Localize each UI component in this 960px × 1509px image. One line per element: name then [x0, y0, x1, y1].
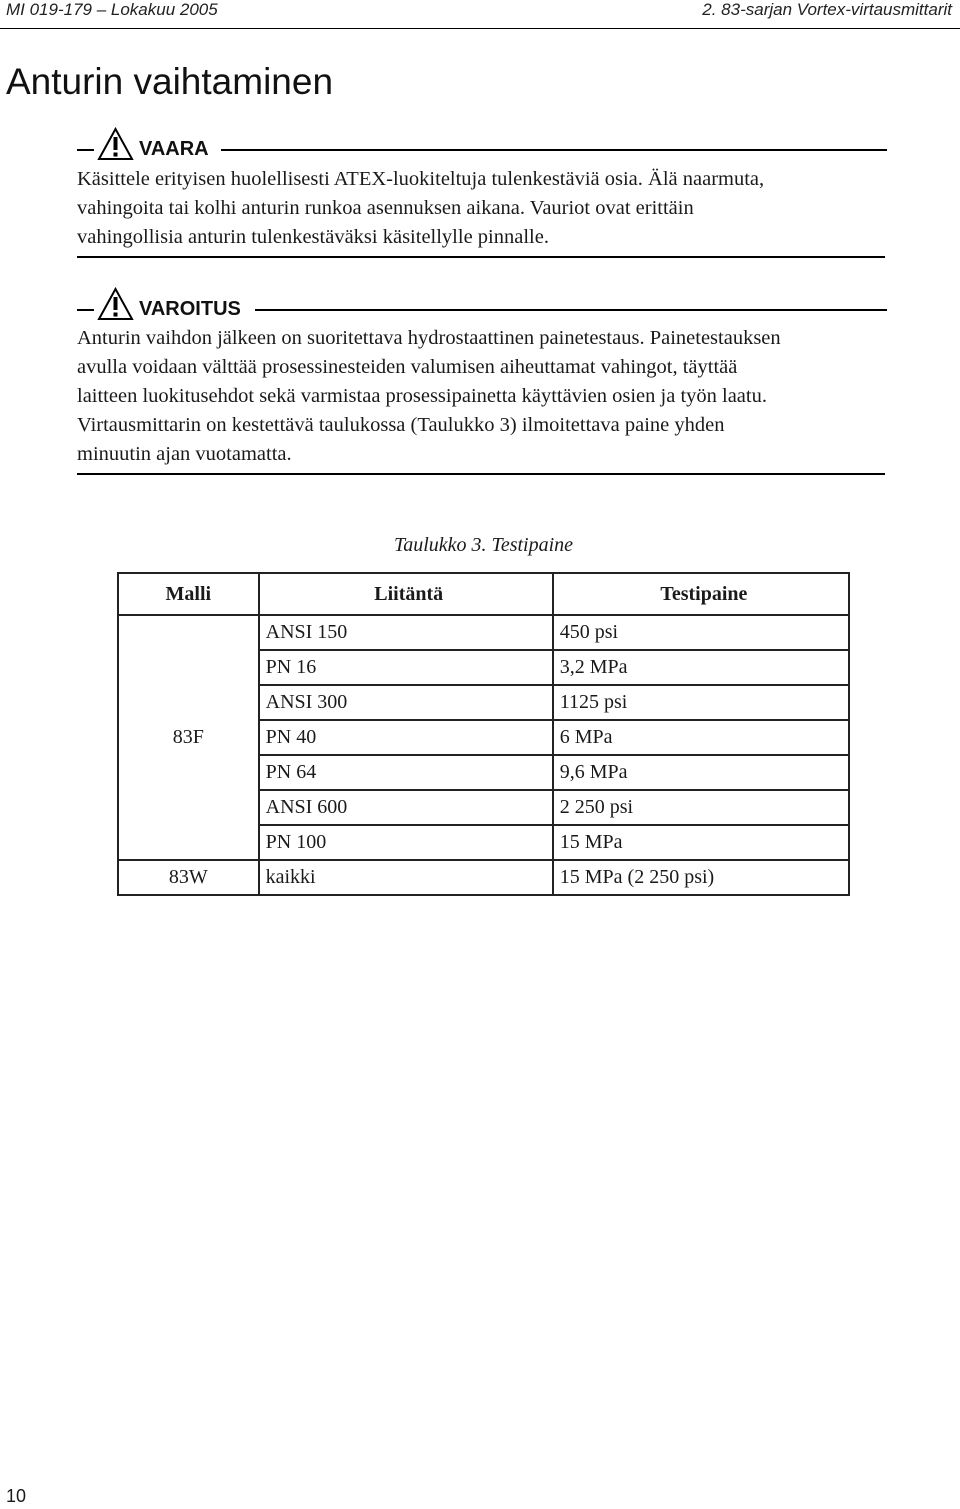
- model-cell: 83W: [118, 860, 259, 895]
- header-rule: [0, 28, 960, 29]
- text-line: vahingoita tai kolhi anturin runkoa asennuksen aikana. Vauriot ovat erittäin: [77, 197, 694, 219]
- connection-cell: ANSI 600: [259, 790, 553, 825]
- text-line: avulla voidaan välttää prosessinesteiden valumisen aiheuttamat vahingot, täyttää: [77, 356, 738, 378]
- connection-cell: PN 16: [259, 650, 553, 685]
- model-cell: 83F: [118, 615, 259, 860]
- pressure-cell: 1125 psi: [553, 685, 849, 720]
- text-line: vahingollisia anturin tulenkestäväksi käsitellylle pinnalle.: [77, 226, 549, 248]
- pressure-cell: 450 psi: [553, 615, 849, 650]
- danger-label: VAARA: [139, 138, 209, 160]
- warning-text: [77, 324, 885, 469]
- pressure-cell: 3,2 MPa: [553, 650, 849, 685]
- page-title: Anturin vaihtaminen: [6, 61, 334, 102]
- column-header-connection: Liitäntä: [259, 573, 553, 615]
- table-row: [118, 615, 849, 650]
- table-header-row: [118, 573, 849, 615]
- pressure-cell: 15 MPa: [553, 825, 849, 860]
- callout-rule-tail: [255, 309, 887, 311]
- connection-cell: kaikki: [259, 860, 553, 895]
- connection-cell: ANSI 300: [259, 685, 553, 720]
- text-line: Virtausmittarin on kestettävä taulukossa (Taulukko 3) ilmoitettava paine yhden: [77, 414, 725, 436]
- danger-text: [77, 165, 885, 252]
- text-line: laitteen luokitusehdot sekä varmistaa prosessipainetta käyttävien osien ja työn laatu.: [77, 385, 767, 407]
- running-header-right: 2. 83-sarjan Vortex-virtausmittarit: [702, 0, 952, 19]
- connection-cell: PN 40: [259, 720, 553, 755]
- running-header-left: MI 019-179 – Lokakuu 2005: [6, 0, 218, 19]
- callout-rule-lead: [77, 309, 94, 311]
- text-line: Käsittele erityisen huolellisesti ATEX-luokiteltuja tulenkestäviä osia. Älä naarmuta,: [77, 168, 765, 190]
- pressure-cell: 15 MPa (2 250 psi): [553, 860, 849, 895]
- warning-callout-bottom-rule: [77, 473, 885, 475]
- warning-label: VAROITUS: [139, 298, 241, 320]
- callout-rule-tail: [221, 149, 887, 151]
- page-number: 10: [6, 1486, 27, 1506]
- text-line: Anturin vaihdon jälkeen on suoritettava hydrostaattinen painetestaus. Painetestauksen: [77, 327, 781, 349]
- column-header-test-pressure: Testipaine: [553, 573, 849, 615]
- test-pressure-table: [117, 572, 850, 896]
- pressure-cell: 2 250 psi: [553, 790, 849, 825]
- warning-triangle-icon: [97, 127, 134, 161]
- danger-callout-bottom-rule: [77, 256, 885, 258]
- column-header-model: Malli: [118, 573, 259, 615]
- danger-callout-header: [77, 135, 887, 165]
- pressure-cell: 9,6 MPa: [553, 755, 849, 790]
- table-row: [118, 860, 849, 895]
- pressure-cell: 6 MPa: [553, 720, 849, 755]
- connection-cell: PN 64: [259, 755, 553, 790]
- connection-cell: PN 100: [259, 825, 553, 860]
- table-caption: Taulukko 3. Testipaine: [393, 534, 574, 556]
- warning-triangle-icon: [97, 287, 134, 321]
- callout-rule-lead: [77, 149, 94, 151]
- text-line: minuutin ajan vuotamatta.: [77, 443, 292, 465]
- connection-cell: ANSI 150: [259, 615, 553, 650]
- warning-callout-header: [77, 295, 887, 325]
